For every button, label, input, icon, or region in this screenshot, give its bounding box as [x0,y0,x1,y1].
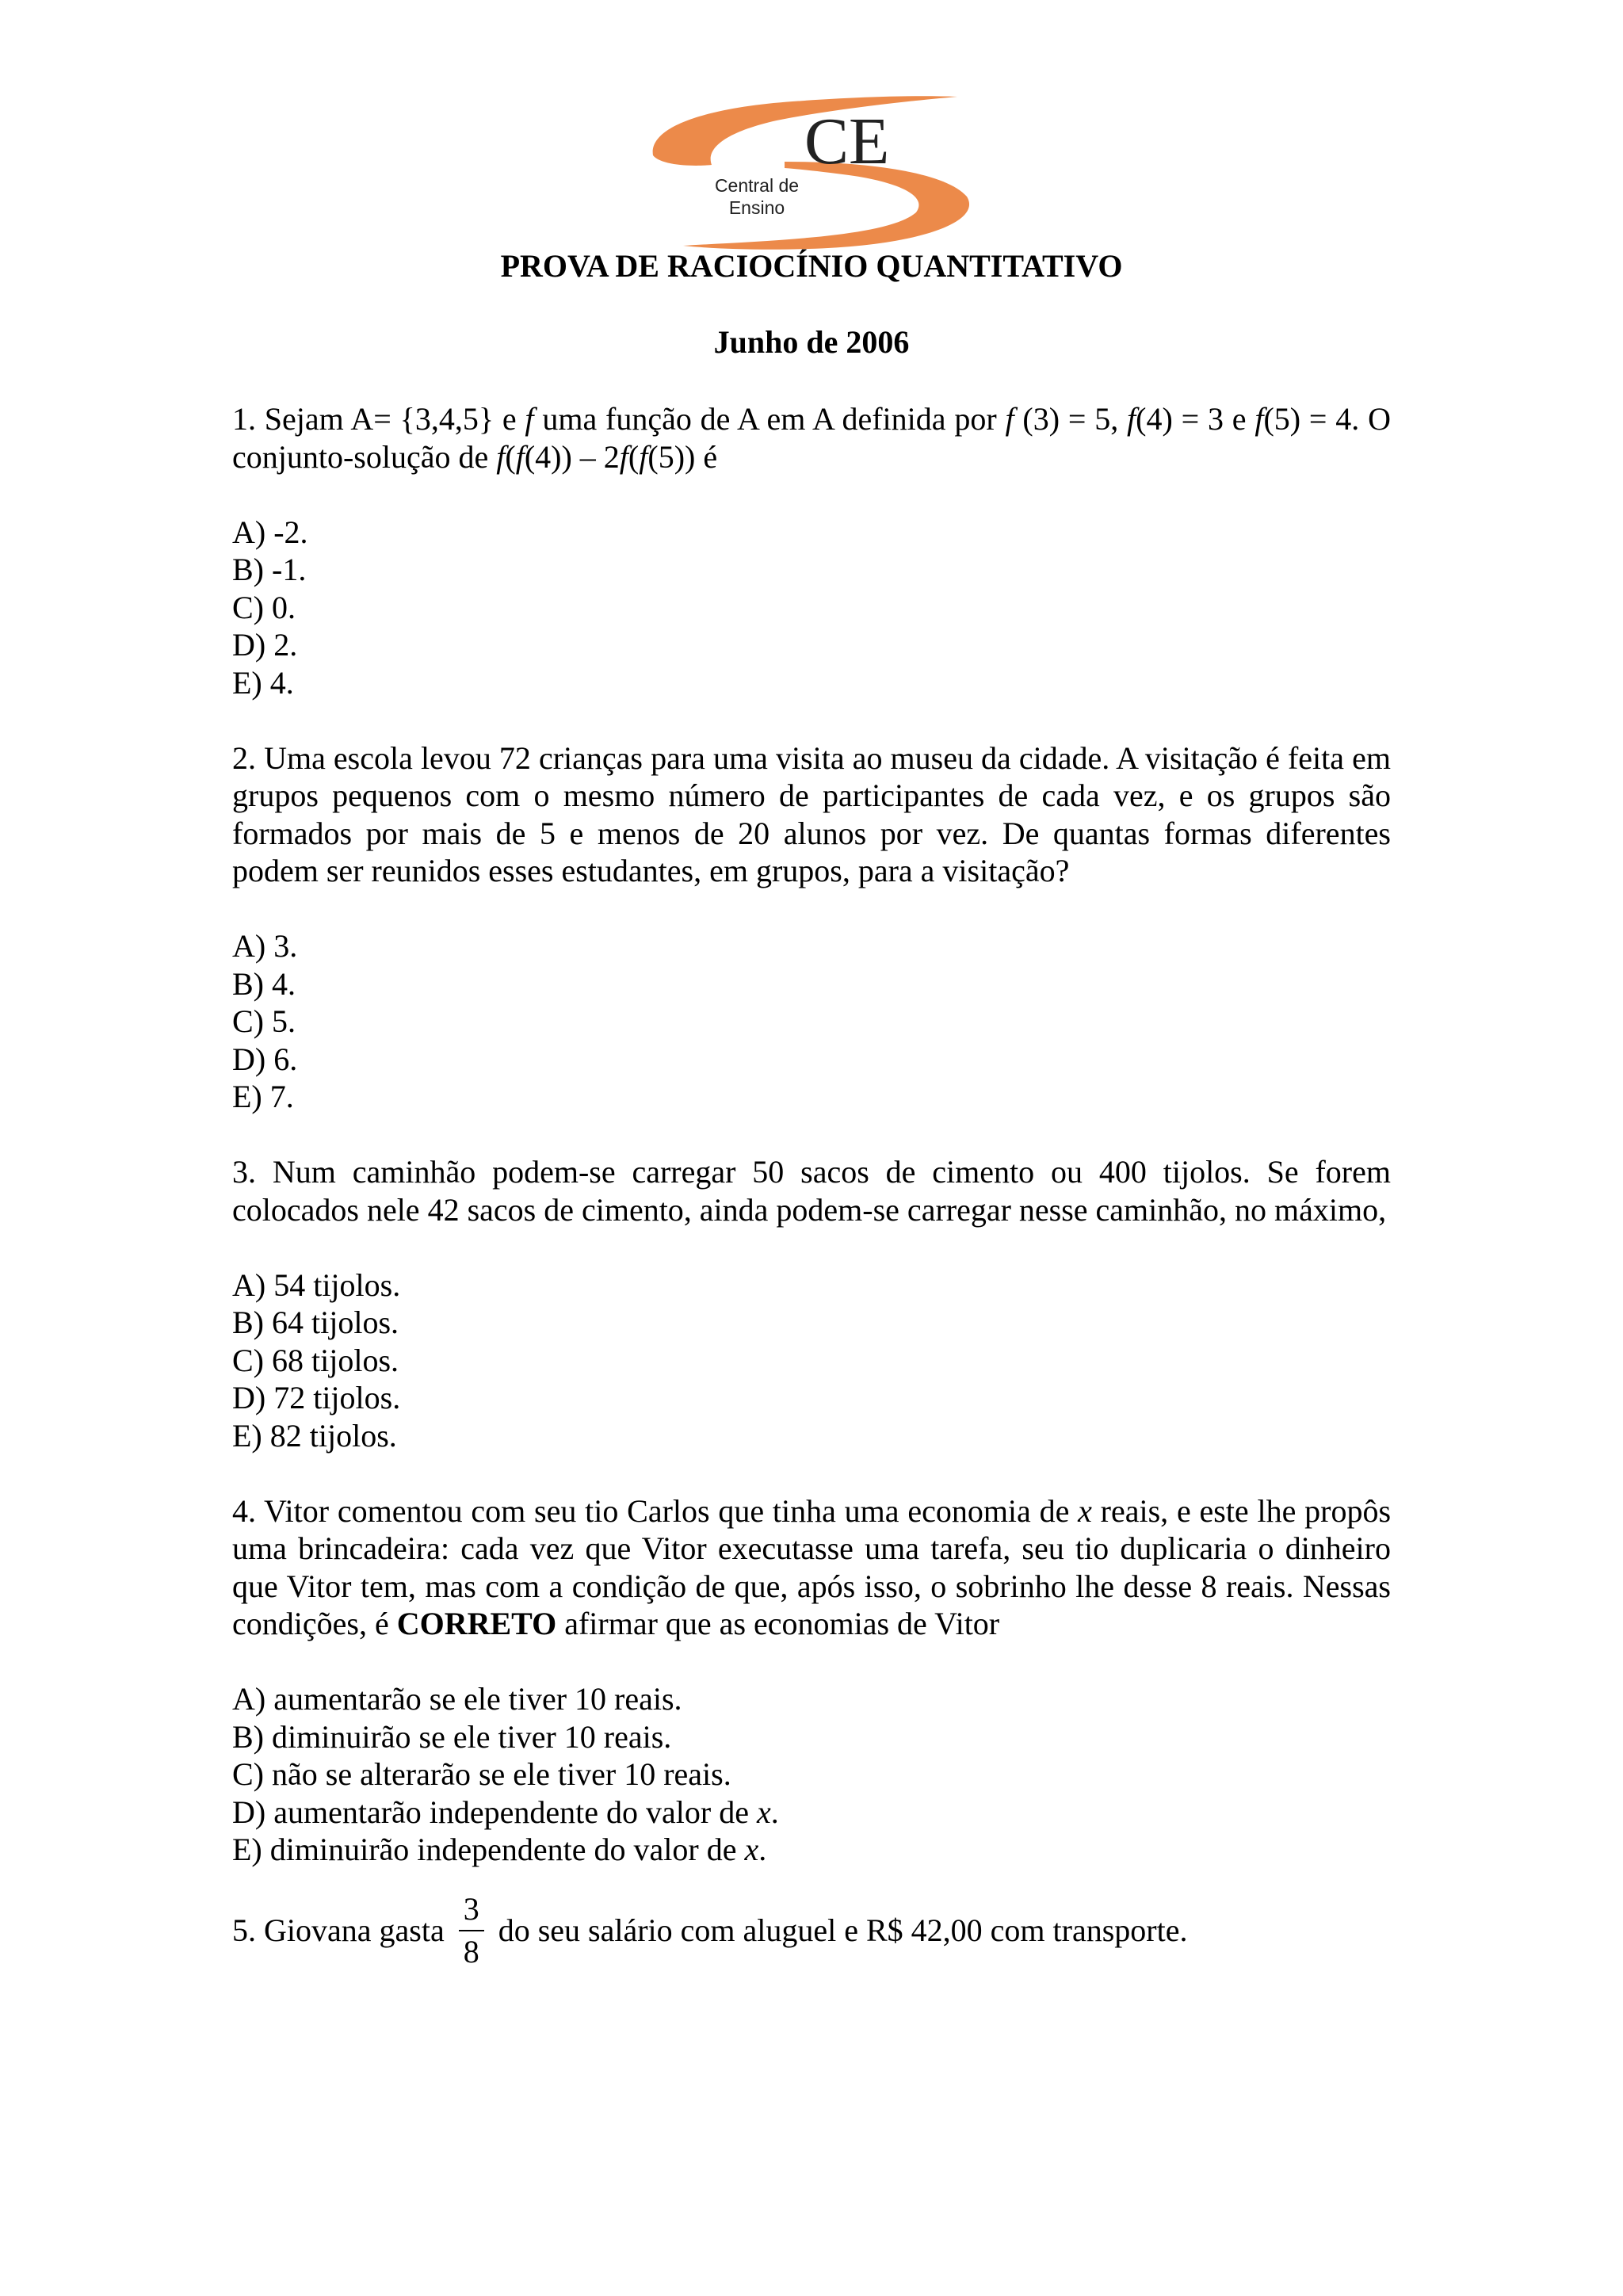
question-2: 2. Uma escola levou 72 crianças para uma visita ao museu da cidade. A visitação é feita em grupos pequenos com o mesmo número de participantes de cada vez, e os grupos são formados por mais de 5 e menos de 20 alunos por vez. De quantas formas diferentes podem ser reunidos esses estudantes, em grupos, para a visitação? [232,739,1391,888]
q3-option-b: B) 64 tijolos. [232,1305,399,1340]
q1-option-d: D) 2. [232,627,298,663]
q2-option-b: B) 4. [232,965,296,1002]
logo-letters: CE [804,105,890,178]
question-1: 1. Sejam A= {3,4,5} e f uma função de A em A definida por f (3) = 5, f(4) = 3 e f(5) = 4. O conjunto-solução de f(f(4)) – 2f(f(5)) é [232,401,1391,475]
q2-option-a: A) 3. [232,928,298,964]
q3-option-a: A) 54 tijolos. [232,1266,401,1303]
logo-line1: Central de [714,175,800,196]
q1-option-b: B) -1. [232,552,307,587]
exam-body [232,400,1391,1973]
fraction-three-eighths [459,1889,484,1973]
question-4: 4. Vitor comentou com seu tio Carlos que tinha uma economia de x reais, e este lhe propôs uma brincadeira: cada vez que Vitor executasse uma tarefa, seu tio duplicaria o dinheiro que Vitor tem, mas com a condição de que, após isso, o sobrinho lhe desse 8 reais. Nessas condições, é CORRETO afirmar que as economias de Vitor [232,1492,1392,1641]
question-3: 3. Num caminhão podem-se carregar 50 sacos de cimento ou 400 tijolos. Se forem colocados nele 42 sacos de cimento, ainda podem-se carregar nesse caminhão, no máximo, [232,1154,1391,1228]
q4-option-b: B) diminuirão se ele tiver 10 reais. [232,1718,672,1755]
q4-option-d: D) aumentarão independente do valor de x. [232,1794,779,1830]
q1-option-c: C) 0. [232,589,296,625]
exam-title: PROVA DE RACIOCÍNIO QUANTITATIVO [500,248,1123,284]
q3-option-d: D) 72 tijolos. [232,1380,401,1415]
q4-option-e: E) diminuirão independente do valor de x. [232,1832,767,1867]
logo-line2: Ensino [728,197,785,218]
q1-option-a: A) -2. [232,514,308,550]
fraction-denominator: 8 [463,1933,479,1969]
central-de-ensino-logo [650,94,975,252]
q1-option-e: E) 4. [232,664,294,701]
q4-option-c: C) não se alterarão se ele tiver 10 reais. [232,1756,731,1792]
q4-option-a: A) aumentarão se ele tiver 10 reais. [232,1681,682,1717]
fraction-numerator: 3 [459,1889,484,1931]
q3-option-c: C) 68 tijolos. [232,1342,399,1378]
q3-option-e: E) 82 tijolos. [232,1417,397,1454]
q2-option-e: E) 7. [232,1079,294,1114]
exam-date: Junho de 2006 [713,324,910,360]
q2-option-c: C) 5. [232,1003,296,1039]
q2-option-d: D) 6. [232,1041,298,1077]
question-5: 5. Giovana gasta $\frac{3}{8}$ do seu salário com aluguel e R$ 42,00 com transporte. [232,1889,1391,1973]
